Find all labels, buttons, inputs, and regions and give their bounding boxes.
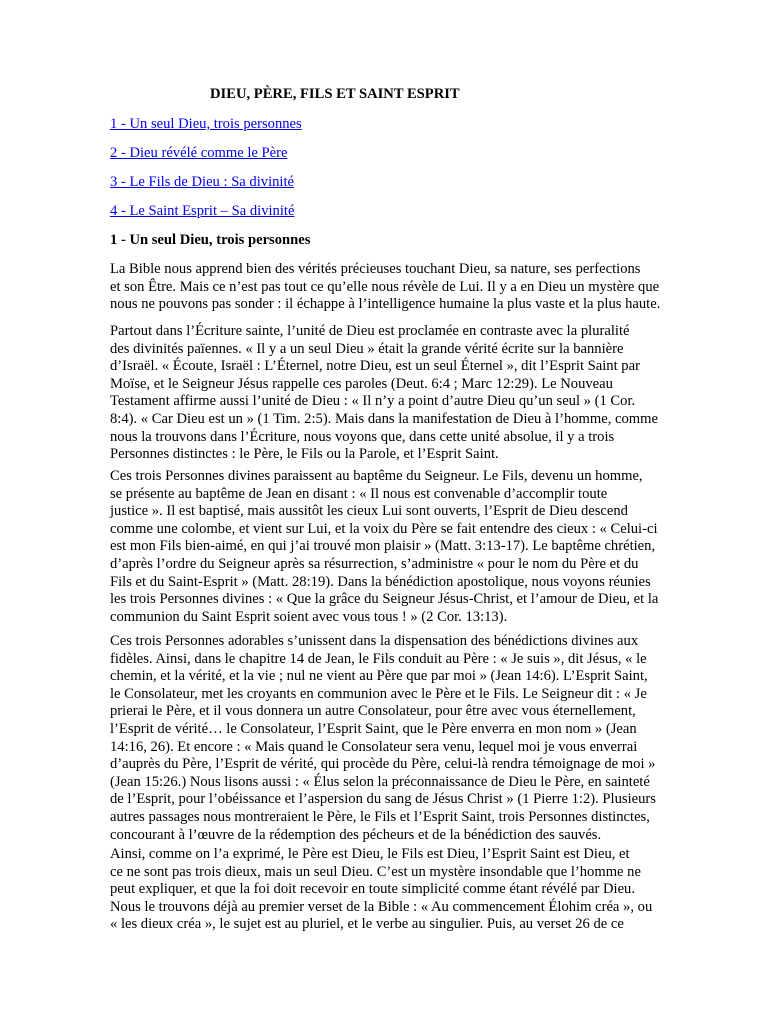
text-line: d’après l’ordre du Seigneur après sa résurrection, s’administre « pour le nom du Père et du bbox=[110, 555, 639, 572]
toc-item-4[interactable] bbox=[110, 203, 294, 221]
text-line: de l’Esprit, pour l’obéissance et l’aspersion du sang de Jésus Christ » (1 Pierre 1:2). Plusieurs bbox=[110, 791, 656, 808]
text-line: Ces trois Personnes divines paraissent au baptême du Seigneur. Le Fils, devenu un homme, bbox=[110, 468, 643, 484]
toc-item-2[interactable] bbox=[110, 145, 287, 163]
text-line: justice ». Il est baptisé, mais aussitôt les cieux Lui sont ouverts, l’Esprit de Dieu descend bbox=[110, 503, 628, 520]
text-line: prierai le Père, et il vous donnera un autre Consolateur, pour être avec vous éternellement, bbox=[110, 703, 636, 720]
text-line: Personnes distinctes : le Père, le Fils ou la Parole, et l’Esprit Saint. bbox=[110, 446, 499, 463]
paragraph-text bbox=[90, 846, 675, 934]
text-line: ce ne sont pas trois dieux, mais un seul Dieu. C’est un mystère insondable que l’homme ne bbox=[110, 863, 641, 880]
text-line: se présente au baptême de Jean en disant : « Il nous est convenable d’accomplir toute bbox=[110, 485, 608, 502]
toc-item-3[interactable] bbox=[110, 174, 294, 192]
text-line: les trois Personnes divines : « Que la grâce du Seigneur Jésus-Christ, et l’amour de Dieu, et la bbox=[110, 591, 659, 608]
text-line: peut expliquer, et que la foi doit recevoir en toute simplicité comme étant révélé par Dieu. bbox=[110, 881, 635, 898]
paragraph-2 bbox=[90, 323, 675, 464]
text-line: des divinités païennes. « Il y a un seul Dieu » était la grande vérité écrite sur la bannière bbox=[110, 340, 624, 357]
text-line: et son Être. Mais ce n’est pas tout ce qu’elle nous révèle de Lui. Il y a en Dieu un mystère que bbox=[110, 278, 660, 295]
text-line: est mon Fils bien-aimé, en qui j’ai trouvé mon plaisir » (Matt. 3:13-17). Le baptême chrétien, bbox=[110, 538, 656, 555]
text-line: Ces trois Personnes adorables s’unissent dans la dispensation des bénédictions divines aux bbox=[110, 633, 639, 649]
toc-link-3[interactable]: 3 - Le Fils de Dieu : Sa divinité bbox=[110, 174, 295, 190]
text-line: Ainsi, comme on l’a exprimé, le Père est Dieu, le Fils est Dieu, l’Esprit Saint est Dieu, et bbox=[110, 846, 630, 862]
toc-link-1[interactable]: 1 - Un seul Dieu, trois personnes bbox=[110, 116, 302, 132]
text-line: « les dieux créa », le sujet est au pluriel, et le verbe au singulier. Puis, au verset 26 de ce bbox=[110, 916, 624, 933]
text-line: Partout dans l’Écriture sainte, l’unité de Dieu est proclamée en contraste avec la pluralité bbox=[110, 323, 630, 339]
paragraph-text bbox=[90, 468, 675, 626]
text-line: Fils et du Saint-Esprit » (Matt. 28:19). Dans la bénédiction apostolique, nous voyons réunies bbox=[110, 573, 651, 590]
text-line: Moïse, et le Seigneur Jésus rappelle ces paroles (Deut. 6:4 ; Marc 12:29). Le Nouveau bbox=[110, 375, 613, 392]
text-line: concourant à l’œuvre de la rédemption des pécheurs et de la bénédiction des sauvés. bbox=[110, 826, 602, 843]
paragraph-4 bbox=[90, 633, 675, 844]
paragraph-3 bbox=[90, 468, 675, 626]
paragraph-5 bbox=[90, 846, 675, 934]
paragraph-text bbox=[90, 633, 675, 844]
text-line: nous ne pouvons pas sonder : il échappe à l’intelligence humaine la plus vaste et la plus haute. bbox=[110, 296, 661, 313]
text-line: d’Israël. « Écoute, Israël : L’Éternel, notre Dieu, est un seul Éternel », dit l’Esprit Saint par bbox=[110, 358, 640, 375]
text-line: autres passages nous montreraient le Père, le Fils et l’Esprit Saint, trois Personnes distinctes, bbox=[110, 808, 650, 825]
document-title: DIEU, PÈRE, FILS ET SAINT ESPRIT bbox=[210, 86, 460, 102]
text-line: La Bible nous apprend bien des vérités précieuses touchant Dieu, sa nature, ses perfections bbox=[110, 261, 641, 277]
toc-item-1[interactable] bbox=[110, 116, 302, 134]
text-line: 8:4). « Car Dieu est un » (1 Tim. 2:5). Mais dans la manifestation de Dieu à l’homme, comme bbox=[110, 410, 658, 427]
section-heading: 1 - Un seul Dieu, trois personnes bbox=[110, 232, 311, 248]
text-line: chemin, et la vérité, et la vie ; nul ne vient au Père que par moi » (Jean 14:6). L’Esprit Saint, bbox=[110, 668, 648, 685]
text-line: fidèles. Ainsi, dans le chapitre 14 de Jean, le Fils conduit au Père : « Je suis », dit Jésus, « le bbox=[110, 650, 647, 667]
text-line: Nous le trouvons déjà au premier verset de la Bible : « Au commencement Élohim créa », ou bbox=[110, 898, 653, 915]
text-line: Testament affirme aussi l’unité de Dieu : « Il n’y a point d’autre Dieu qu’un seul » (1 Cor. bbox=[110, 393, 636, 410]
paragraph-1 bbox=[90, 261, 675, 314]
text-line: (Jean 15:26.) Nous lisons aussi : « Élus selon la préconnaissance de Dieu le Père, en sainteté bbox=[110, 773, 650, 790]
text-line: d’auprès du Père, l’Esprit de vérité, qui procède du Père, celui-là rendra témoignage de moi » bbox=[110, 756, 656, 773]
text-line: communion du Saint Esprit soient avec vous tous ! » (2 Cor. 13:13). bbox=[110, 608, 508, 625]
paragraph-text bbox=[90, 323, 675, 464]
text-line: comme une colombe, et vient sur Lui, et la voix du Père se fait entendre des cieux : « Celui-ci bbox=[110, 520, 658, 537]
toc-link-4[interactable]: 4 - Le Saint Esprit – Sa divinité bbox=[110, 203, 295, 219]
text-line: l’Esprit de vérité… le Consolateur, l’Esprit Saint, que le Père enverra en mon nom » (Jean bbox=[110, 720, 637, 737]
toc-link-2[interactable]: 2 - Dieu révélé comme le Père bbox=[110, 145, 288, 161]
text-line: 14:16, 26). Et encore : « Mais quand le Consolateur sera venu, lequel moi je vous enverrai bbox=[110, 738, 638, 755]
text-line: le Consolateur, met les croyants en communion avec le Père et le Fils. Le Seigneur dit : « Je bbox=[110, 685, 647, 702]
paragraph-text bbox=[90, 261, 675, 314]
text-line: nous la trouvons dans l’Écriture, nous voyons que, dans cette unité absolue, il y a trois bbox=[110, 428, 615, 445]
